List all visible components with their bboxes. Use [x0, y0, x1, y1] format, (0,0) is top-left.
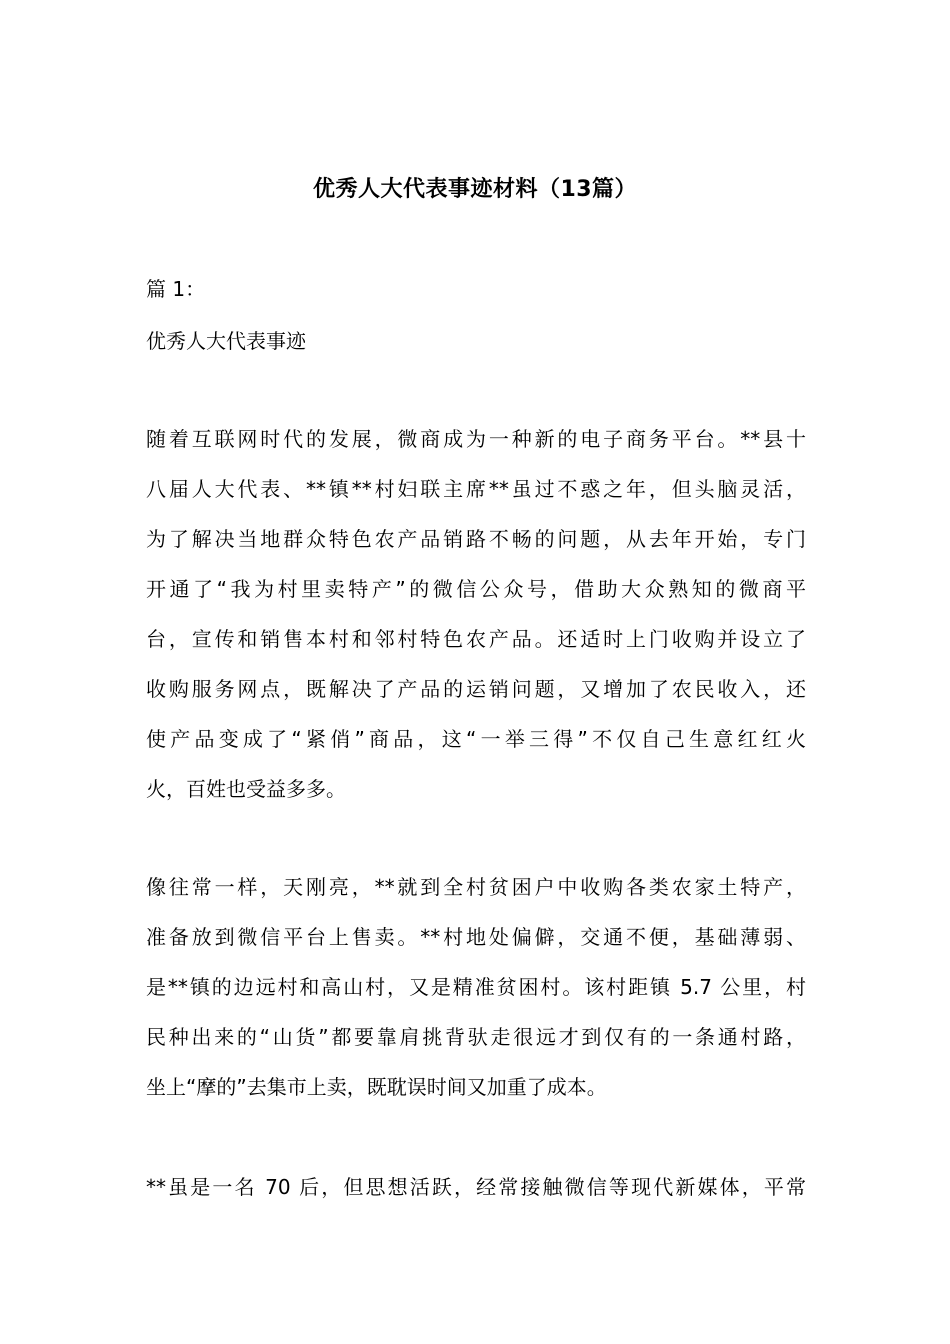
section-subtitle: 优秀人大代表事迹 [146, 329, 306, 353]
paragraph-line: 是**镇的边远村和高山村，又是精准贫困村。该村距镇 5.7 公里，村 [146, 975, 806, 999]
paragraph-line: 为了解决当地群众特色农产品销路不畅的问题，从去年开始，专门 [146, 527, 806, 551]
paragraph-line: 坐上“摩的”去集市上卖，既耽误时间又加重了成本。 [146, 1075, 607, 1099]
paragraph-line: **虽是一名 70 后，但思想活跃，经常接触微信等现代新媒体，平常 [146, 1175, 806, 1199]
paragraph-line: 随着互联网时代的发展，微商成为一种新的电子商务平台。**县十 [146, 427, 806, 451]
paragraph-line: 开通了“我为村里卖特产”的微信公众号，借助大众熟知的微商平 [146, 577, 806, 601]
paragraph-line: 准备放到微信平台上售卖。**村地处偏僻，交通不便，基础薄弱、 [146, 925, 806, 949]
paragraph-line: 民种出来的“山货”都要靠肩挑背驮走很远才到仅有的一条通村路， [146, 1025, 806, 1049]
paragraph-line: 八届人大代表、**镇**村妇联主席**虽过不惑之年，但头脑灵活， [146, 477, 806, 501]
paragraph-line: 像往常一样，天刚亮，**就到全村贫困户中收购各类农家土特产， [146, 875, 806, 899]
paragraph-line: 台，宣传和销售本村和邻村特色农产品。还适时上门收购并设立了 [146, 627, 806, 651]
paragraph-line: 火，百姓也受益多多。 [146, 777, 346, 801]
document-title: 优秀人大代表事迹材料（13篇） [312, 177, 638, 202]
paragraph-line: 收购服务网点，既解决了产品的运销问题，又增加了农民收入，还 [146, 677, 806, 701]
paragraph-line: 使产品变成了“紧俏”商品，这“一举三得”不仅自己生意红红火 [146, 727, 806, 751]
section-heading: 篇 1： [146, 277, 206, 301]
